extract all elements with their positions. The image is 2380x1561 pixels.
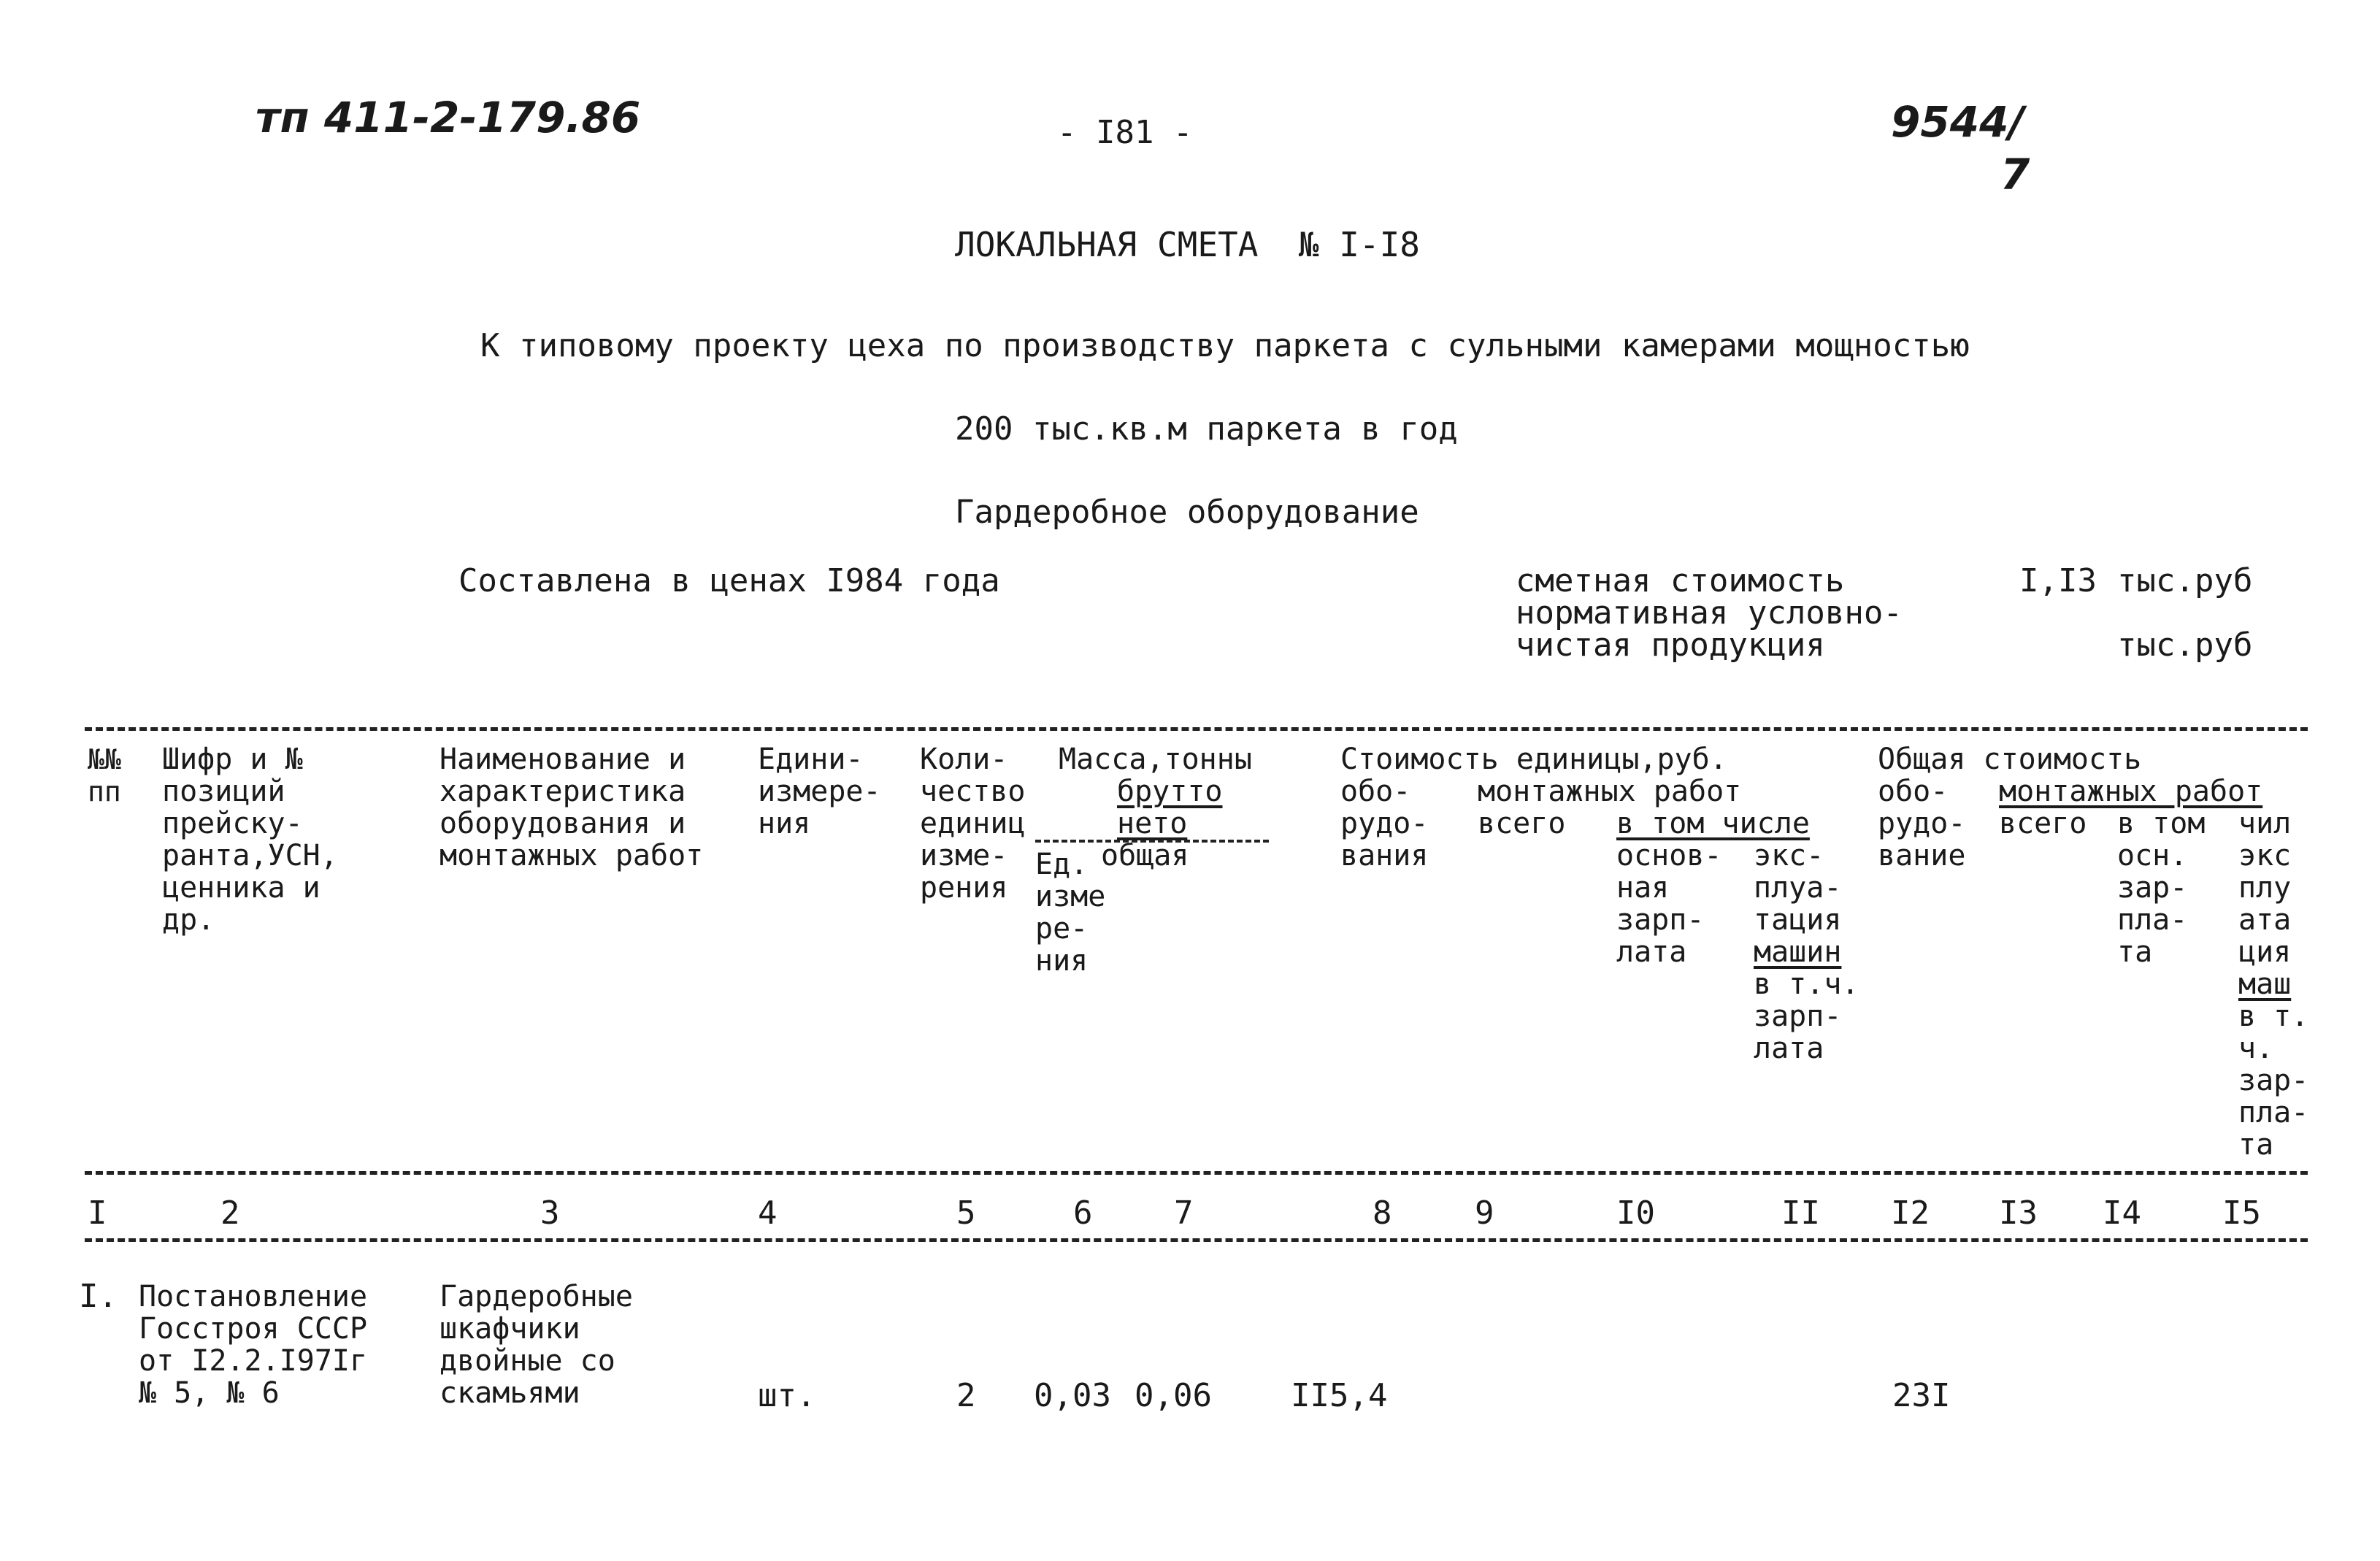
colnum-13: I3	[1999, 1194, 2038, 1232]
document-title: ЛОКАЛЬНАЯ СМЕТА № I-I8	[955, 225, 1420, 264]
row1-mass-total: 0,06	[1135, 1377, 1212, 1414]
header-col-11c: в т.ч. зарп- лата	[1754, 967, 1859, 1065]
header-col-9: всего	[1478, 807, 1566, 840]
colnum-6: 6	[1073, 1194, 1093, 1232]
colnum-1: I	[88, 1194, 107, 1232]
subtitle-project: К типовому проекту цеха по производству паркета с сульными камерами мощностью	[480, 327, 1970, 364]
header-col-15c: в т. ч. зар- пла- та	[2238, 1000, 2309, 1162]
header-mont-unit: монтажных работ	[1478, 775, 1742, 808]
header-bottom-rule	[85, 1171, 2308, 1175]
colnum-11: II	[1781, 1194, 1820, 1232]
handwritten-archive-number: 9544/	[1891, 97, 2024, 147]
header-col-10: основ- ная зарп- лата	[1616, 839, 1722, 969]
header-col-8: обо- рудо- вания	[1340, 775, 1429, 872]
header-col-13: всего	[1999, 807, 2087, 840]
header-col-4: Едини- измере- ния	[758, 743, 881, 840]
header-mass-netto: нето	[1117, 807, 1188, 840]
cost-value: I,I3	[2019, 562, 2097, 599]
header-col-6: Ед. изме ре- ния	[1035, 848, 1106, 978]
row1-equip-total: 23I	[1892, 1377, 1951, 1414]
handwritten-archive-sheet: 7	[2000, 150, 2030, 199]
header-col-3: Наименование и характеристика оборудования и монтажных работ	[439, 743, 704, 872]
colnum-7: 7	[1174, 1194, 1194, 1232]
header-vtom: в том числе	[1616, 807, 1810, 840]
header-col-15a: чил экс плу ата ция	[2238, 807, 2292, 969]
header-unit-cost: Стоимость единицы,руб.	[1340, 743, 1727, 776]
header-col-12: обо- рудо- вание	[1878, 775, 1966, 872]
header-col-15b: маш	[2238, 967, 2292, 1001]
subtitle-capacity: 200 тыс.кв.м паркета в год	[955, 410, 1458, 448]
row1-unit: шт.	[758, 1377, 816, 1414]
table-top-rule	[85, 727, 2308, 731]
colnum-14: I4	[2103, 1194, 2141, 1232]
header-total: Общая стоимость	[1878, 743, 2142, 776]
row1-num: I.	[79, 1278, 118, 1315]
header-col-5: Коли- чество единиц изме- рения	[920, 743, 1026, 905]
header-mass-brutto: брутто	[1117, 775, 1223, 808]
colnum-8: 8	[1373, 1194, 1392, 1232]
cost-label: сметная стоимость	[1516, 562, 1845, 599]
row1-code: Постановление Госстроя СССР от I2.2.I97Iг № 5, № 6	[139, 1280, 368, 1410]
row1-qty: 2	[956, 1377, 976, 1414]
subtitle-section: Гардеробное оборудование	[955, 494, 1419, 531]
colnum-4: 4	[758, 1194, 778, 1232]
row1-mass-unit: 0,03	[1034, 1377, 1111, 1414]
row1-equip-unit-cost: II5,4	[1291, 1377, 1388, 1414]
normative-label-line2: чистая продукция	[1516, 626, 1825, 664]
colnum-5: 5	[956, 1194, 976, 1232]
colnum-15: I5	[2222, 1194, 2261, 1232]
row1-name: Гардеробные шкафчики двойные со скамьями	[439, 1280, 633, 1410]
colnum-12: I2	[1891, 1194, 1930, 1232]
colnum-3: 3	[540, 1194, 560, 1232]
header-col-7: общая	[1101, 839, 1189, 872]
colnum-2: 2	[220, 1194, 240, 1232]
cost-unit: тыс.руб	[2117, 562, 2253, 599]
header-mass: Масса,тонны	[1059, 743, 1252, 776]
header-col-11a: экс- плуа- тация	[1754, 839, 1842, 937]
header-col-2: Шифр и № позиций прейску- ранта,УСН, ценника и др.	[162, 743, 338, 937]
normative-label-line1: нормативная условно-	[1516, 594, 1903, 632]
colnum-bottom-rule	[85, 1238, 2308, 1242]
header-mont-total: монтажных работ	[1999, 775, 2263, 808]
normative-unit: тыс.руб	[2117, 626, 2253, 664]
page-number: - I81 -	[1057, 114, 1193, 151]
prices-note: Составлена в ценах I984 года	[458, 562, 1000, 599]
colnum-10: I0	[1616, 1194, 1655, 1232]
header-col-14: в том осн. зар- пла- та	[2117, 807, 2206, 969]
header-col-1: №№ пп	[88, 743, 121, 808]
header-col-11b: машин	[1754, 935, 1842, 969]
handwritten-project-code: тп 411-2-179.86	[256, 93, 641, 142]
colnum-9: 9	[1475, 1194, 1494, 1232]
